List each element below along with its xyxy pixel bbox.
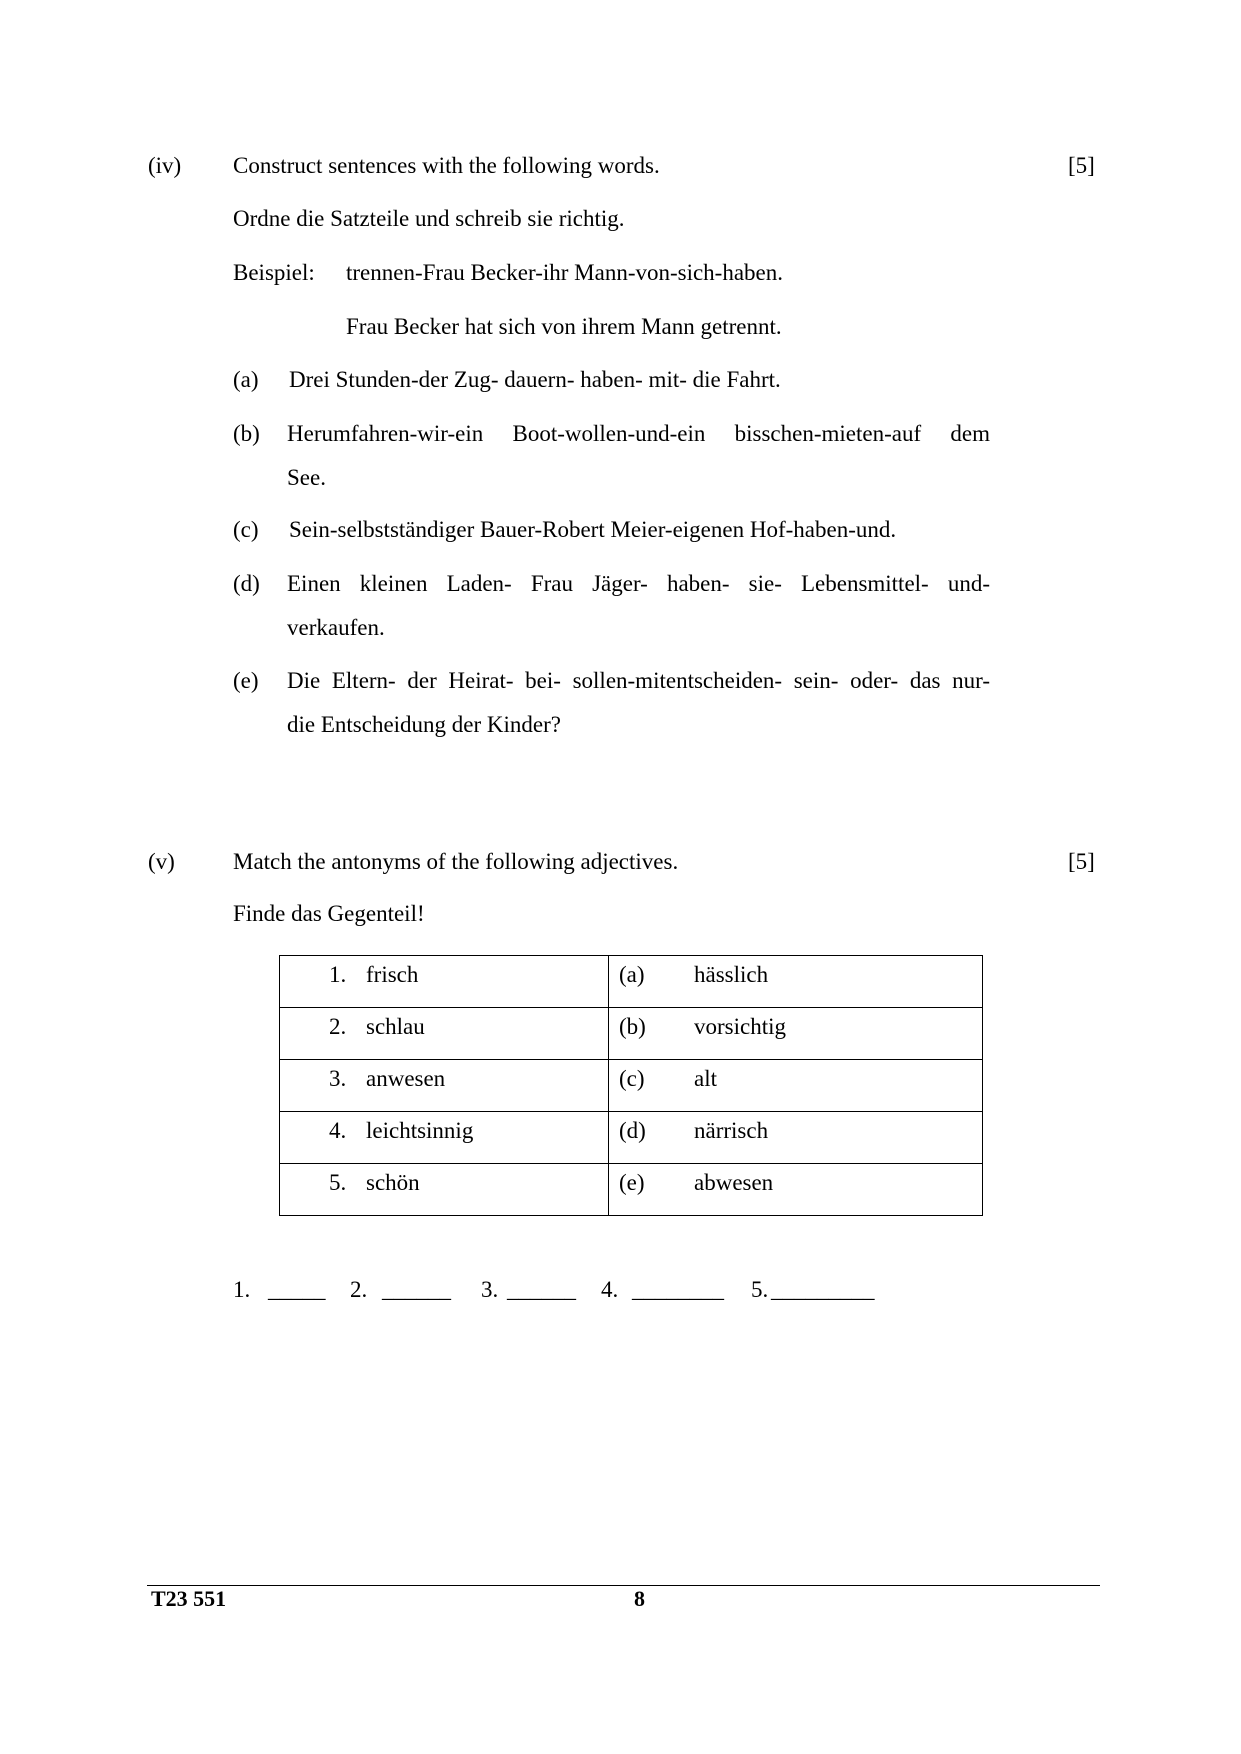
paper-code: T23 551 <box>151 1586 227 1611</box>
item-text: Die Eltern- der Heirat- bei- sollen-mitentscheiden- sein- oder- das nur- <box>287 668 990 693</box>
question-v-german-instruction: Finde das Gegenteil! <box>233 901 425 926</box>
item-text-continued: verkaufen. <box>287 615 385 640</box>
table-row <box>280 1164 983 1216</box>
question-number-v: (v) <box>148 849 175 874</box>
answer-number: 2. <box>350 1277 368 1302</box>
page-number: 8 <box>634 1586 645 1611</box>
table-row <box>280 1008 983 1060</box>
item-label: (e) <box>233 668 259 693</box>
table-row <box>280 1060 983 1112</box>
adjective-word: schlau <box>366 1014 425 1039</box>
example-label: Beispiel: <box>233 260 315 285</box>
answer-blank[interactable]: ________ <box>632 1277 724 1302</box>
antonym-cell <box>609 1164 983 1216</box>
adjective-cell <box>280 956 609 1008</box>
adjective-word: leichtsinnig <box>366 1118 474 1143</box>
answer-blank[interactable]: ______ <box>382 1277 451 1302</box>
item-text: Sein-selbstständiger Bauer-Robert Meier-eigenen Hof-haben-und. <box>289 517 897 542</box>
adjective-word: frisch <box>366 962 419 987</box>
item-text: Herumfahren-wir-ein Boot-wollen-und-ein bisschen-mieten-auf dem <box>287 421 990 446</box>
table-row <box>280 956 983 1008</box>
adjective-cell <box>280 1164 609 1216</box>
question-number-iv: (iv) <box>148 153 182 178</box>
question-iv-marks: [5] <box>1068 153 1095 178</box>
item-text-continued: See. <box>287 465 326 490</box>
item-label: (d) <box>233 571 260 596</box>
answer-number: 1. <box>233 1277 251 1302</box>
answer-blank[interactable]: _____ <box>268 1277 326 1302</box>
adjective-word: schön <box>366 1170 420 1195</box>
item-text: Einen kleinen Laden- Frau Jäger- haben- sie- Lebensmittel- und- <box>287 571 990 596</box>
antonym-word: alt <box>694 1066 717 1091</box>
antonym-word: närrisch <box>694 1118 769 1143</box>
question-v-marks: [5] <box>1068 849 1095 874</box>
adjective-number: 1. <box>329 962 347 987</box>
adjective-word: anwesen <box>366 1066 446 1091</box>
item-label: (a) <box>233 367 259 392</box>
antonym-letter: (c) <box>619 1066 645 1091</box>
answer-blank[interactable]: ______ <box>507 1277 576 1302</box>
table-row <box>280 1112 983 1164</box>
example-answer: Frau Becker hat sich von ihrem Mann getrennt. <box>346 314 782 339</box>
antonym-cell <box>609 956 983 1008</box>
answer-blank[interactable]: _________ <box>771 1277 875 1302</box>
antonym-letter: (d) <box>619 1118 646 1143</box>
antonym-word: abwesen <box>694 1170 774 1195</box>
adjective-number: 4. <box>329 1118 347 1143</box>
antonym-letter: (b) <box>619 1014 646 1039</box>
adjective-cell <box>280 1060 609 1112</box>
answer-number: 5. <box>751 1277 769 1302</box>
question-iv-german-instruction: Ordne die Satzteile und schreib sie richtig. <box>233 206 625 231</box>
question-iv-instruction: Construct sentences with the following words. <box>233 153 660 178</box>
antonym-word: vorsichtig <box>694 1014 786 1039</box>
antonym-word: hässlich <box>694 962 769 987</box>
antonym-table <box>279 955 983 1216</box>
antonym-letter: (a) <box>619 962 645 987</box>
antonym-cell <box>609 1008 983 1060</box>
answer-number: 3. <box>481 1277 499 1302</box>
adjective-cell <box>280 1008 609 1060</box>
footer-rule <box>147 1585 1100 1586</box>
adjective-number: 5. <box>329 1170 347 1195</box>
example-words: trennen-Frau Becker-ihr Mann-von-sich-haben. <box>346 260 784 285</box>
answer-number: 4. <box>601 1277 619 1302</box>
antonym-cell <box>609 1060 983 1112</box>
adjective-number: 3. <box>329 1066 347 1091</box>
antonym-cell <box>609 1112 983 1164</box>
adjective-cell <box>280 1112 609 1164</box>
question-v-instruction: Match the antonyms of the following adjectives. <box>233 849 679 874</box>
antonym-letter: (e) <box>619 1170 645 1195</box>
adjective-number: 2. <box>329 1014 347 1039</box>
item-text-continued: die Entscheidung der Kinder? <box>287 712 561 737</box>
item-label: (b) <box>233 421 260 446</box>
item-text: Drei Stunden-der Zug- dauern- haben- mit- die Fahrt. <box>289 367 781 392</box>
item-label: (c) <box>233 517 259 542</box>
